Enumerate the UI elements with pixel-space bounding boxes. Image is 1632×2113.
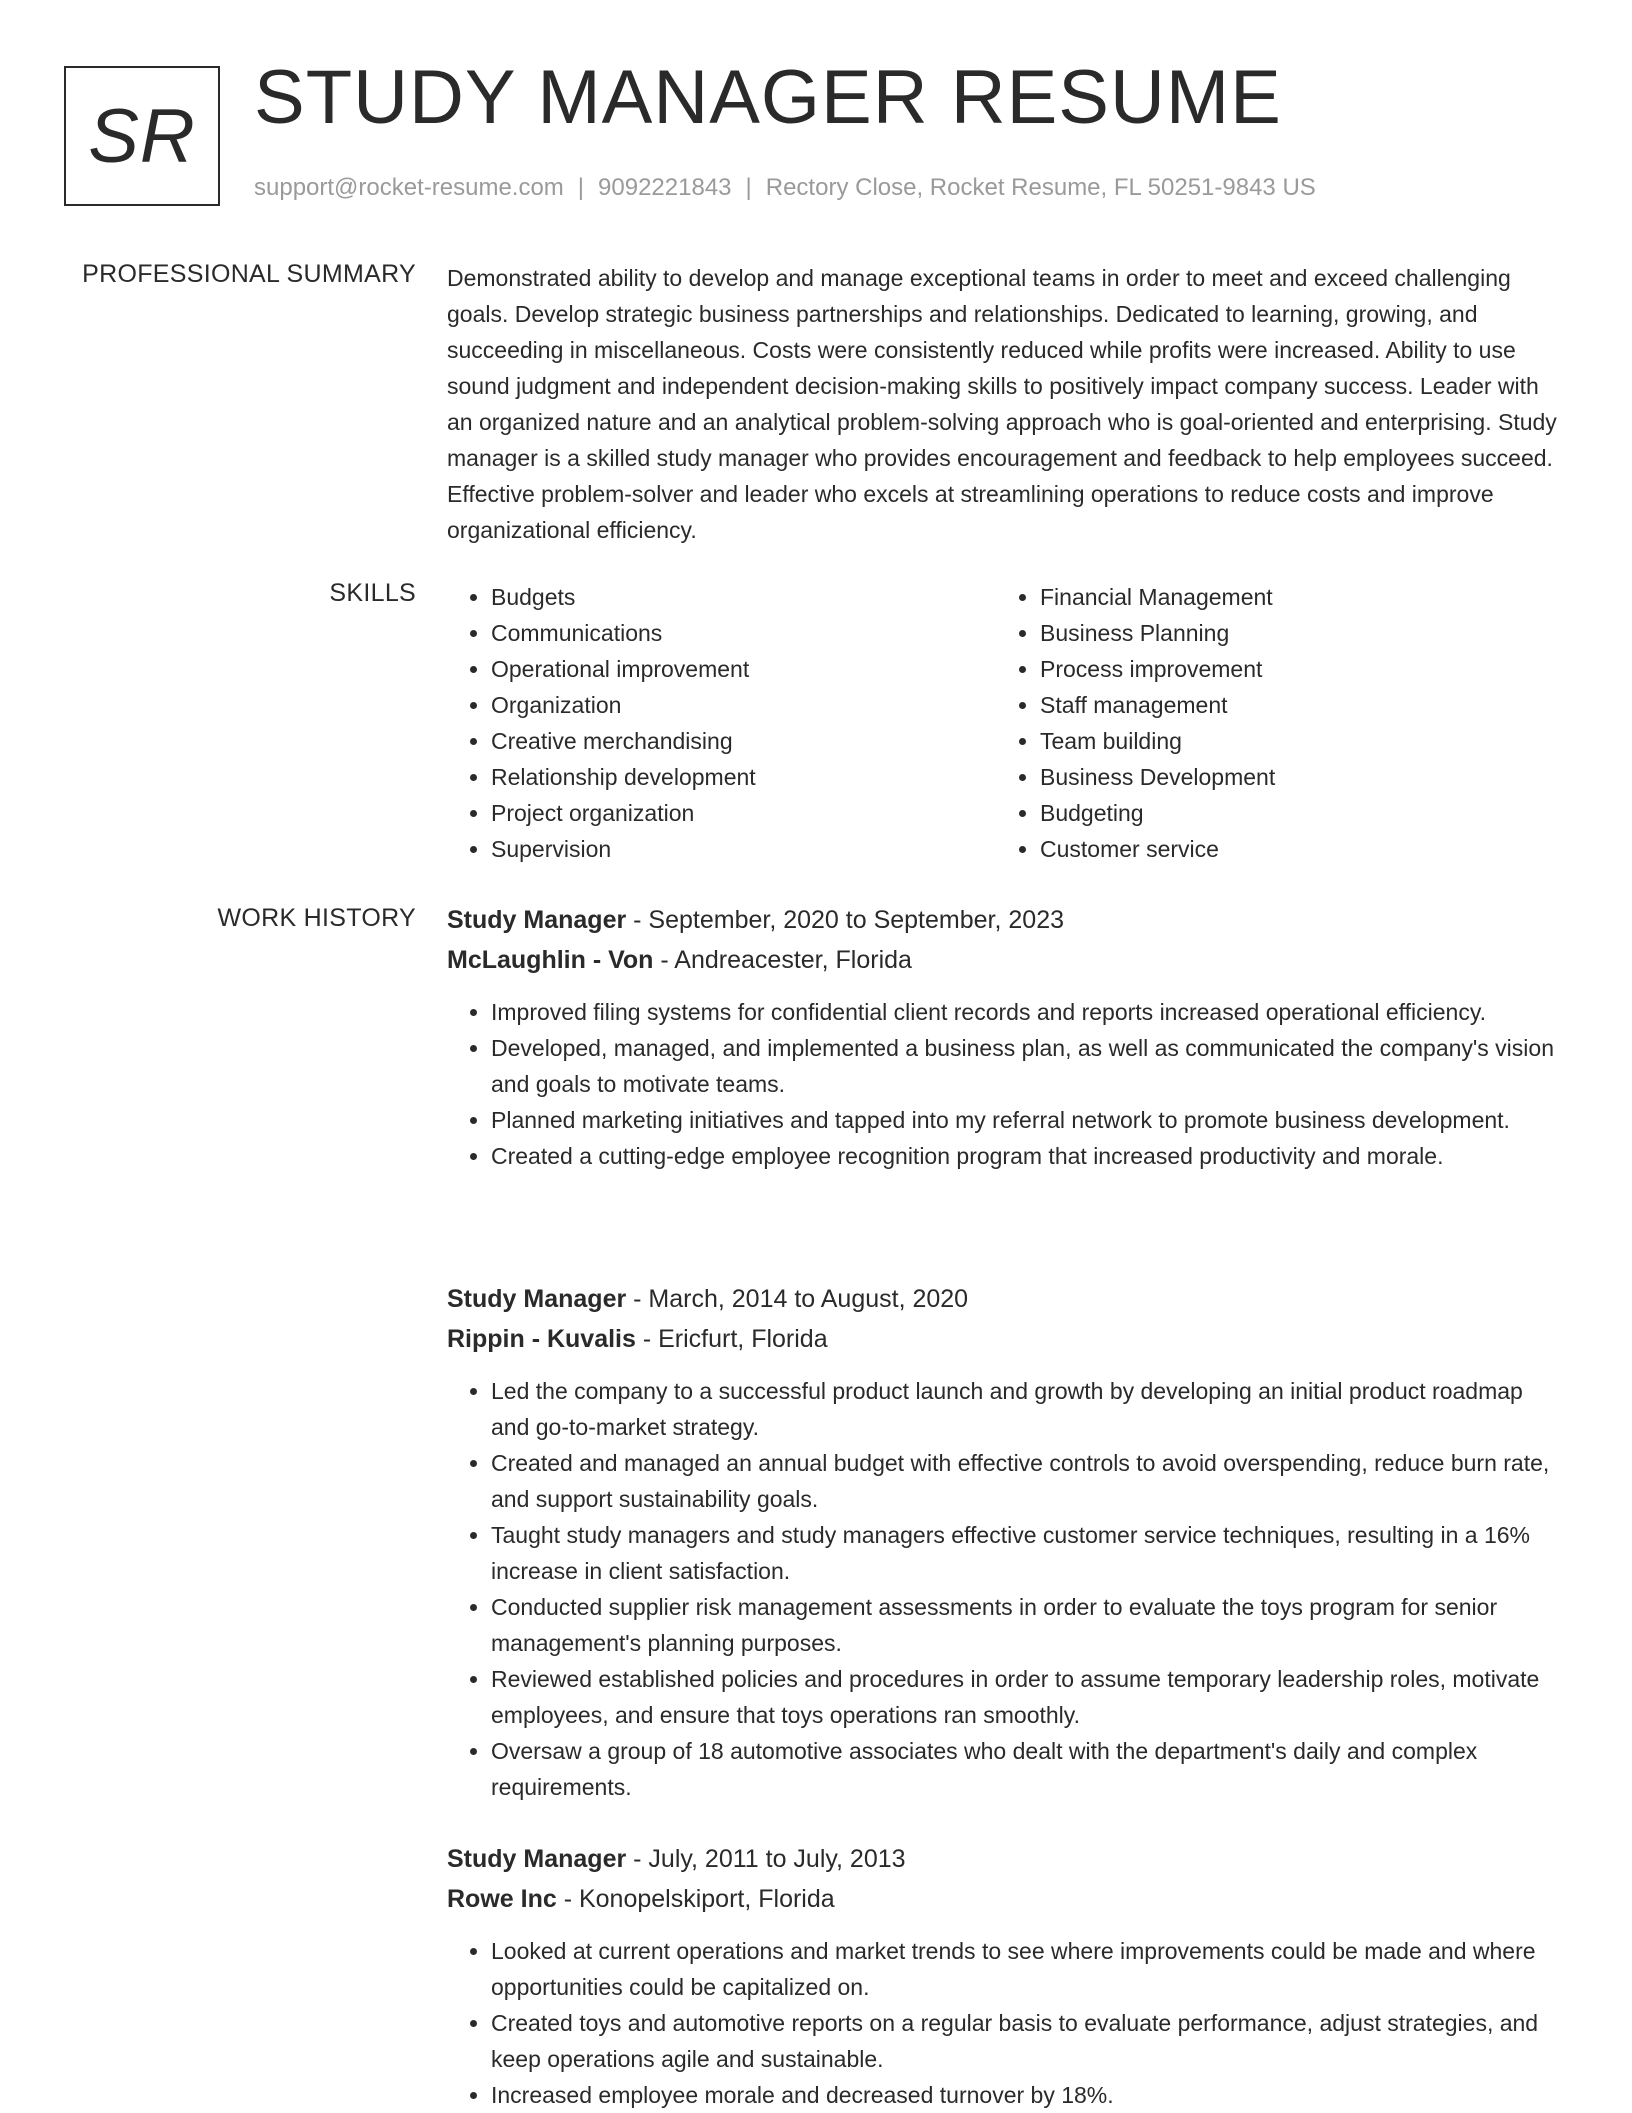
job-bullet: • Created toys and automotive reports on a regular basis to evaluate performance, adjust strategies, and keep operations agile and sustainable. [491,2005,1562,2077]
contact-separator: | [577,174,585,201]
skill-item: • Process improvement [1040,651,1545,687]
skill-item: • Communications [491,615,996,651]
job-bullet: • Planned marketing initiatives and tapped into my referral network to promote business development. [491,1102,1562,1138]
skill-item: • Creative merchandising [491,723,996,759]
contact-separator: | [745,174,752,201]
job-title-line [447,900,1562,940]
skill-item: • Supervision [491,831,996,867]
skill-item: • Operational improvement [491,651,996,687]
job-bullets [447,1933,1562,2113]
job-title: Study Manager [447,1285,627,1313]
skill-item: • Business Planning [1040,615,1545,651]
section-label-skills: SKILLS [329,579,416,607]
job-bullet: • Developed, managed, and implemented a business plan, as well as communicated the company's vision and goals to motivate teams. [491,1030,1562,1102]
job-dates: - July, 2011 to July, 2013 [626,1845,906,1873]
job-company: McLaughlin - Von [447,946,654,974]
job-bullet: • Conducted supplier risk management assessments in order to evaluate the toys program for senior management's planning purposes. [491,1589,1562,1661]
job-company-line [447,1879,1562,1919]
skill-item: • Staff management [1040,687,1545,723]
skill-item: • Business Development [1040,759,1545,795]
skill-item: • Customer service [1040,831,1545,867]
job-dates: - September, 2020 to September, 2023 [626,906,1064,934]
skill-item: • Budgeting [1040,795,1545,831]
skill-item: • Team building [1040,723,1545,759]
job-bullet: • Created and managed an annual budget with effective controls to avoid overspending, reduce burn rate, and support sustainability goals. [491,1445,1562,1517]
job-company: Rippin - Kuvalis [447,1325,636,1353]
section-label-work-history: WORK HISTORY [217,904,416,932]
summary-text: Demonstrated ability to develop and manage exceptional teams in order to meet and exceed challenging goals. Develop strategic business partnerships and relationships. Dedicated to learning, growing, and succeeding in miscellaneous. Costs were consistently reduced while profits were increased. Ability to use sound judgment and independent decision-making skills to positively impact company success. Leader with an organized nature and an analytical problem-solving approach who is goal-oriented and enterprising. Study manager is a skilled study manager who provides encouragement and feedback to help employees succeed. Effective problem-solver and leader who excels at streamlining operations to reduce costs and improve organizational efficiency. [447,265,1557,543]
job-company-line [447,940,1562,980]
job-dates: - March, 2014 to August, 2020 [626,1285,969,1313]
contact-email: support@rocket-resume.com [254,174,564,201]
skill-item: • Project organization [491,795,996,831]
monogram-logo [64,66,220,206]
job-entry [447,900,1562,1174]
job-bullet: • Oversaw a group of 18 automotive associates who dealt with the department's daily and complex requirements. [491,1733,1562,1805]
job-bullet: • Taught study managers and study managers effective customer service techniques, resulting in a 16% increase in client satisfaction. [491,1517,1562,1589]
skill-item: • Financial Management [1040,579,1545,615]
job-company: Rowe Inc [447,1885,557,1913]
job-bullet: • Looked at current operations and market trends to see where improvements could be made and where opportunities could be capitalized on. [491,1933,1562,2005]
job-title-line [447,1839,1562,1879]
job-bullets [447,1373,1562,1805]
skills-list [447,579,1562,867]
skills-column-right [996,579,1545,867]
job-title: Study Manager [447,1845,627,1873]
job-title: Study Manager [447,906,627,934]
page-title: STUDY MANAGER RESUME [254,55,1282,140]
monogram-text: SR [88,93,196,179]
job-bullets [447,994,1562,1174]
skill-item: • Organization [491,687,996,723]
job-bullet: • Reviewed established policies and procedures in order to assume temporary leadership roles, motivate employees, and ensure that toys operations ran smoothly. [491,1661,1562,1733]
contact-address: Rectory Close, Rocket Resume, FL 50251-9843 US [765,174,1316,201]
job-bullet: • Increased employee morale and decreased turnover by 18%. [491,2077,1562,2113]
job-location: - Andreacester, Florida [653,946,912,974]
job-location: - Konopelskiport, Florida [556,1885,835,1913]
job-title-line [447,1279,1562,1319]
contact-line [254,174,1316,202]
job-company-line [447,1319,1562,1359]
job-bullet: • Improved filing systems for confidential client records and reports increased operational efficiency. [491,994,1562,1030]
job-bullet: • Led the company to a successful product launch and growth by developing an initial product roadmap and go-to-market strategy. [491,1373,1562,1445]
contact-phone: 9092221843 [598,174,732,201]
skill-item: • Relationship development [491,759,996,795]
section-label-summary: PROFESSIONAL SUMMARY [82,260,416,288]
job-entry [447,1839,1562,2113]
job-location: - Ericfurt, Florida [635,1325,828,1353]
job-bullet: • Created a cutting-edge employee recognition program that increased productivity and morale. [491,1138,1562,1174]
job-entry [447,1279,1562,1805]
skill-item: • Budgets [491,579,996,615]
skills-column-left [447,579,996,867]
